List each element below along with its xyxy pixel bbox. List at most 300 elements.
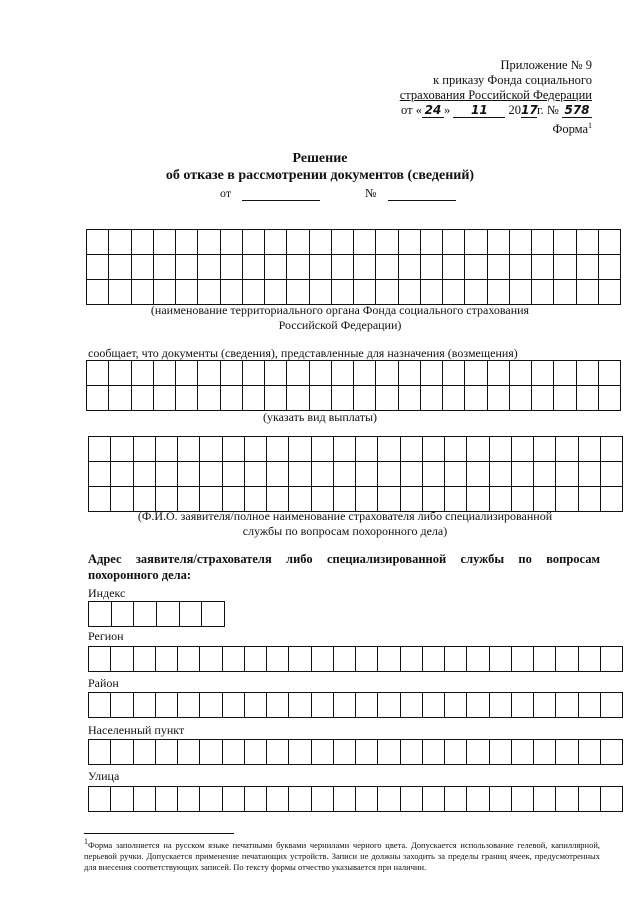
grid-cell[interactable] [89,602,112,627]
grid-cell[interactable] [376,361,398,386]
grid-cell[interactable] [534,740,556,765]
grid-cell[interactable] [467,462,489,487]
grid-cell[interactable] [89,740,111,765]
grid-cell[interactable] [87,361,109,386]
grid-cell[interactable] [242,361,264,386]
grid-cell[interactable] [153,230,175,255]
grid-cell[interactable] [445,693,467,718]
grid-cell[interactable] [311,462,333,487]
grid-cell[interactable] [200,787,222,812]
grid-cell[interactable] [333,487,355,512]
grid-cell[interactable] [155,437,177,462]
grid-cell[interactable] [420,361,442,386]
grid-cell[interactable] [176,386,198,411]
grid-cell[interactable] [89,787,111,812]
grid-cell[interactable] [156,602,179,627]
grid-cell[interactable] [598,386,620,411]
grid-cell[interactable] [109,280,131,305]
grid-cell[interactable] [445,740,467,765]
grid-cell[interactable] [378,740,400,765]
grid-cell[interactable] [356,487,378,512]
grid-cell[interactable] [422,647,444,672]
grid-cell[interactable] [556,740,578,765]
grid-cell[interactable] [489,437,511,462]
grid-cell[interactable] [153,255,175,280]
grid-cell[interactable] [489,740,511,765]
grid-cell[interactable] [134,602,157,627]
grid-cell[interactable] [87,386,109,411]
grid-cell[interactable] [443,255,465,280]
grid-cell[interactable] [354,361,376,386]
grid-cell[interactable] [534,787,556,812]
grid-cell[interactable] [200,647,222,672]
grid-cell[interactable] [378,437,400,462]
grid-cell[interactable] [200,462,222,487]
grid-cell[interactable] [287,361,309,386]
grid-cell[interactable] [509,386,531,411]
grid-cell[interactable] [244,487,266,512]
grid-cell[interactable] [378,487,400,512]
grid-cell[interactable] [445,787,467,812]
district-grid[interactable] [88,692,623,718]
grid-cell[interactable] [111,693,133,718]
grid-cell[interactable] [556,693,578,718]
grid-cell[interactable] [511,487,533,512]
grid-cell[interactable] [109,255,131,280]
grid-cell[interactable] [331,255,353,280]
grid-cell[interactable] [532,255,554,280]
grid-cell[interactable] [598,230,620,255]
grid-cell[interactable] [598,255,620,280]
grid-cell[interactable] [489,647,511,672]
grid-cell[interactable] [309,230,331,255]
grid-cell[interactable] [176,280,198,305]
grid-cell[interactable] [532,361,554,386]
grid-cell[interactable] [89,647,111,672]
grid-cell[interactable] [576,361,598,386]
grid-cell[interactable] [356,647,378,672]
grid-cell[interactable] [420,386,442,411]
decision-date-field[interactable] [242,187,320,201]
grid-cell[interactable] [511,647,533,672]
grid-cell[interactable] [511,740,533,765]
grid-cell[interactable] [87,230,109,255]
grid-cell[interactable] [265,230,287,255]
grid-cell[interactable] [333,437,355,462]
grid-cell[interactable] [87,280,109,305]
grid-cell[interactable] [242,386,264,411]
grid-cell[interactable] [467,787,489,812]
grid-cell[interactable] [578,787,600,812]
grid-cell[interactable] [155,787,177,812]
grid-cell[interactable] [178,787,200,812]
grid-cell[interactable] [222,693,244,718]
grid-cell[interactable] [534,487,556,512]
grid-cell[interactable] [400,437,422,462]
grid-cell[interactable] [554,361,576,386]
grid-cell[interactable] [198,386,220,411]
grid-cell[interactable] [222,740,244,765]
grid-cell[interactable] [465,361,487,386]
grid-cell[interactable] [420,280,442,305]
grid-cell[interactable] [155,647,177,672]
grid-cell[interactable] [89,462,111,487]
grid-cell[interactable] [244,437,266,462]
grid-cell[interactable] [155,693,177,718]
grid-cell[interactable] [331,280,353,305]
grid-cell[interactable] [445,647,467,672]
grid-cell[interactable] [131,255,153,280]
grid-cell[interactable] [331,230,353,255]
grid-cell[interactable] [422,740,444,765]
grid-cell[interactable] [131,230,153,255]
grid-cell[interactable] [242,255,264,280]
grid-cell[interactable] [309,361,331,386]
grid-cell[interactable] [131,386,153,411]
grid-cell[interactable] [467,693,489,718]
grid-cell[interactable] [267,787,289,812]
street-grid[interactable] [88,786,623,812]
grid-cell[interactable] [155,740,177,765]
grid-cell[interactable] [222,487,244,512]
grid-cell[interactable] [178,647,200,672]
grid-cell[interactable] [200,740,222,765]
locality-grid[interactable] [88,739,623,765]
grid-cell[interactable] [356,740,378,765]
grid-cell[interactable] [534,693,556,718]
grid-cell[interactable] [576,230,598,255]
grid-cell[interactable] [376,255,398,280]
grid-cell[interactable] [532,386,554,411]
grid-cell[interactable] [89,487,111,512]
grid-cell[interactable] [289,787,311,812]
grid-cell[interactable] [467,740,489,765]
grid-cell[interactable] [600,462,622,487]
grid-cell[interactable] [198,255,220,280]
grid-cell[interactable] [465,280,487,305]
grid-cell[interactable] [487,280,509,305]
grid-cell[interactable] [376,230,398,255]
organ-name-grid[interactable] [86,229,621,305]
grid-cell[interactable] [198,230,220,255]
grid-cell[interactable] [289,437,311,462]
grid-cell[interactable] [222,462,244,487]
grid-cell[interactable] [133,740,155,765]
grid-cell[interactable] [554,386,576,411]
grid-cell[interactable] [422,437,444,462]
grid-cell[interactable] [109,386,131,411]
grid-cell[interactable] [244,787,266,812]
grid-cell[interactable] [556,487,578,512]
grid-cell[interactable] [244,693,266,718]
grid-cell[interactable] [509,361,531,386]
grid-cell[interactable] [400,487,422,512]
grid-cell[interactable] [287,386,309,411]
grid-cell[interactable] [176,255,198,280]
grid-cell[interactable] [600,693,622,718]
grid-cell[interactable] [242,230,264,255]
grid-cell[interactable] [133,462,155,487]
grid-cell[interactable] [511,787,533,812]
grid-cell[interactable] [311,693,333,718]
grid-cell[interactable] [578,693,600,718]
grid-cell[interactable] [554,230,576,255]
grid-cell[interactable] [200,437,222,462]
grid-cell[interactable] [445,437,467,462]
grid-cell[interactable] [598,280,620,305]
grid-cell[interactable] [465,255,487,280]
grid-cell[interactable] [398,361,420,386]
grid-cell[interactable] [534,437,556,462]
grid-cell[interactable] [554,280,576,305]
grid-cell[interactable] [356,787,378,812]
grid-cell[interactable] [311,487,333,512]
grid-cell[interactable] [153,280,175,305]
grid-cell[interactable] [420,230,442,255]
grid-cell[interactable] [598,361,620,386]
grid-cell[interactable] [198,280,220,305]
grid-cell[interactable] [220,230,242,255]
grid-cell[interactable] [443,361,465,386]
grid-cell[interactable] [178,693,200,718]
grid-cell[interactable] [556,437,578,462]
grid-cell[interactable] [289,462,311,487]
grid-cell[interactable] [89,437,111,462]
grid-cell[interactable] [133,787,155,812]
grid-cell[interactable] [111,437,133,462]
grid-cell[interactable] [532,280,554,305]
grid-cell[interactable] [265,255,287,280]
grid-cell[interactable] [267,437,289,462]
grid-cell[interactable] [87,255,109,280]
grid-cell[interactable] [289,740,311,765]
grid-cell[interactable] [333,740,355,765]
grid-cell[interactable] [511,462,533,487]
grid-cell[interactable] [333,647,355,672]
grid-cell[interactable] [111,740,133,765]
grid-cell[interactable] [222,437,244,462]
grid-cell[interactable] [400,462,422,487]
grid-cell[interactable] [198,361,220,386]
grid-cell[interactable] [422,487,444,512]
grid-cell[interactable] [178,437,200,462]
grid-cell[interactable] [422,787,444,812]
grid-cell[interactable] [267,693,289,718]
grid-cell[interactable] [398,280,420,305]
grid-cell[interactable] [333,787,355,812]
grid-cell[interactable] [489,487,511,512]
grid-cell[interactable] [244,462,266,487]
grid-cell[interactable] [534,462,556,487]
grid-cell[interactable] [600,740,622,765]
grid-cell[interactable] [153,361,175,386]
grid-cell[interactable] [422,462,444,487]
grid-cell[interactable] [131,280,153,305]
grid-cell[interactable] [489,787,511,812]
grid-cell[interactable] [400,787,422,812]
grid-cell[interactable] [244,647,266,672]
grid-cell[interactable] [465,386,487,411]
grid-cell[interactable] [487,230,509,255]
grid-cell[interactable] [511,437,533,462]
grid-cell[interactable] [556,787,578,812]
grid-cell[interactable] [176,230,198,255]
grid-cell[interactable] [509,230,531,255]
grid-cell[interactable] [220,255,242,280]
grid-cell[interactable] [600,437,622,462]
grid-cell[interactable] [556,462,578,487]
grid-cell[interactable] [220,386,242,411]
grid-cell[interactable] [600,647,622,672]
grid-cell[interactable] [133,487,155,512]
grid-cell[interactable] [111,602,134,627]
grid-cell[interactable] [309,255,331,280]
grid-cell[interactable] [445,487,467,512]
grid-cell[interactable] [600,787,622,812]
grid-cell[interactable] [467,647,489,672]
region-grid[interactable] [88,646,623,672]
grid-cell[interactable] [400,693,422,718]
grid-cell[interactable] [443,386,465,411]
grid-cell[interactable] [200,487,222,512]
grid-cell[interactable] [109,230,131,255]
grid-cell[interactable] [420,255,442,280]
grid-cell[interactable] [133,647,155,672]
grid-cell[interactable] [443,280,465,305]
grid-cell[interactable] [153,386,175,411]
grid-cell[interactable] [376,386,398,411]
grid-cell[interactable] [578,437,600,462]
grid-cell[interactable] [487,361,509,386]
grid-cell[interactable] [578,647,600,672]
grid-cell[interactable] [220,280,242,305]
grid-cell[interactable] [287,230,309,255]
grid-cell[interactable] [554,255,576,280]
grid-cell[interactable] [244,740,266,765]
grid-cell[interactable] [578,487,600,512]
grid-cell[interactable] [242,280,264,305]
grid-cell[interactable] [422,693,444,718]
grid-cell[interactable] [398,386,420,411]
grid-cell[interactable] [443,230,465,255]
grid-cell[interactable] [133,437,155,462]
grid-cell[interactable] [465,230,487,255]
grid-cell[interactable] [311,787,333,812]
grid-cell[interactable] [378,647,400,672]
grid-cell[interactable] [111,787,133,812]
grid-cell[interactable] [131,361,153,386]
grid-cell[interactable] [354,230,376,255]
grid-cell[interactable] [222,647,244,672]
grid-cell[interactable] [354,255,376,280]
grid-cell[interactable] [509,255,531,280]
grid-cell[interactable] [311,437,333,462]
grid-cell[interactable] [467,437,489,462]
grid-cell[interactable] [376,280,398,305]
grid-cell[interactable] [354,280,376,305]
grid-cell[interactable] [511,693,533,718]
grid-cell[interactable] [445,462,467,487]
grid-cell[interactable] [578,740,600,765]
grid-cell[interactable] [487,386,509,411]
grid-cell[interactable] [356,462,378,487]
grid-cell[interactable] [178,487,200,512]
grid-cell[interactable] [178,740,200,765]
decision-number-field[interactable] [388,187,456,201]
grid-cell[interactable] [398,230,420,255]
grid-cell[interactable] [111,647,133,672]
index-grid[interactable] [88,601,225,627]
grid-cell[interactable] [155,487,177,512]
grid-cell[interactable] [398,255,420,280]
grid-cell[interactable] [400,647,422,672]
grid-cell[interactable] [222,787,244,812]
grid-cell[interactable] [578,462,600,487]
grid-cell[interactable] [289,693,311,718]
grid-cell[interactable] [309,280,331,305]
grid-cell[interactable] [356,693,378,718]
grid-cell[interactable] [489,693,511,718]
grid-cell[interactable] [556,647,578,672]
grid-cell[interactable] [111,462,133,487]
grid-cell[interactable] [354,386,376,411]
grid-cell[interactable] [309,386,331,411]
grid-cell[interactable] [378,693,400,718]
grid-cell[interactable] [220,361,242,386]
grid-cell[interactable] [178,462,200,487]
grid-cell[interactable] [179,602,202,627]
grid-cell[interactable] [287,255,309,280]
grid-cell[interactable] [378,462,400,487]
grid-cell[interactable] [109,361,131,386]
payment-type-grid[interactable] [86,360,621,411]
grid-cell[interactable] [267,740,289,765]
grid-cell[interactable] [200,693,222,718]
grid-cell[interactable] [532,230,554,255]
grid-cell[interactable] [289,647,311,672]
grid-cell[interactable] [265,280,287,305]
grid-cell[interactable] [176,361,198,386]
grid-cell[interactable] [333,693,355,718]
grid-cell[interactable] [155,462,177,487]
grid-cell[interactable] [509,280,531,305]
grid-cell[interactable] [267,647,289,672]
grid-cell[interactable] [133,693,155,718]
grid-cell[interactable] [89,693,111,718]
grid-cell[interactable] [400,740,422,765]
grid-cell[interactable] [489,462,511,487]
grid-cell[interactable] [265,361,287,386]
grid-cell[interactable] [111,487,133,512]
grid-cell[interactable] [267,462,289,487]
grid-cell[interactable] [378,787,400,812]
grid-cell[interactable] [576,386,598,411]
grid-cell[interactable] [534,647,556,672]
grid-cell[interactable] [333,462,355,487]
grid-cell[interactable] [487,255,509,280]
grid-cell[interactable] [600,487,622,512]
grid-cell[interactable] [467,487,489,512]
grid-cell[interactable] [289,487,311,512]
applicant-name-grid[interactable] [88,436,623,512]
grid-cell[interactable] [267,487,289,512]
grid-cell[interactable] [311,647,333,672]
grid-cell[interactable] [265,386,287,411]
grid-cell[interactable] [576,255,598,280]
grid-cell[interactable] [331,361,353,386]
grid-cell[interactable] [331,386,353,411]
grid-cell[interactable] [287,280,309,305]
